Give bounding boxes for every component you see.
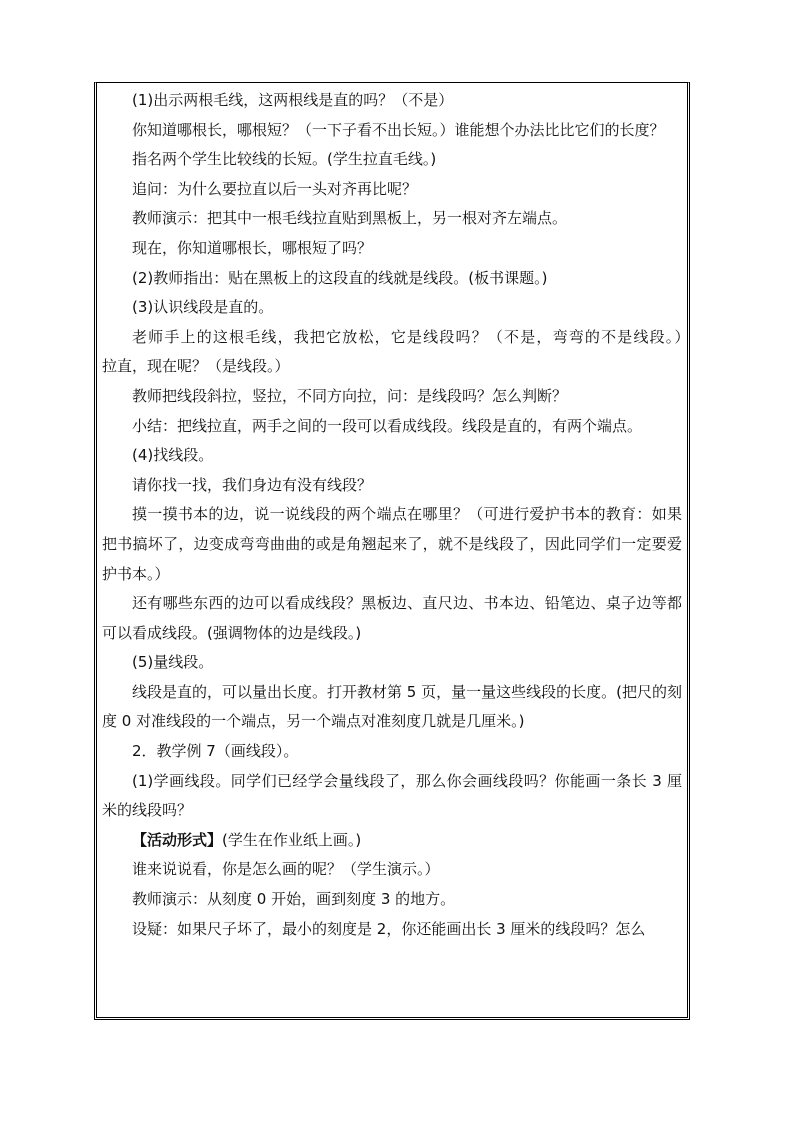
paragraph: 小结：把线拉直，两手之间的一段可以看成线段。线段是直的，有两个端点。: [132, 416, 643, 435]
paragraph: (1)学画线段。同学们已经学会量线段了，那么你会画线段吗？你能画一条长 3 厘米的线段吗？: [102, 771, 682, 820]
paragraph: 还有哪些东西的边可以看成线段？黑板边、直尺边、书本边、铅笔边、桌子边等都可以看成线段。(强调物体的边是线段。): [102, 594, 682, 642]
paragraph: 现在，你知道哪根长，哪根短了吗？: [132, 238, 373, 257]
paragraph: 教师演示：从刻度 0 开始，画到刻度 3 的地方。: [132, 890, 456, 909]
activity-label: 【活动形式】: [132, 830, 223, 849]
paragraph: 追问：为什么要拉直以后一头对齐再比呢？: [132, 179, 418, 198]
activity-text: (学生在作业纸上画。): [222, 830, 362, 849]
paragraph: 教师演示：把其中一根毛线拉直贴到黑板上，另一根对齐左端点。: [132, 209, 568, 228]
paragraph: (4)找线段。: [132, 446, 214, 465]
paragraph: 教师把线段斜拉，竖拉，不同方向拉，问：是线段吗？怎么判断？: [132, 386, 568, 405]
paragraph: 谁来说说看，你是怎么画的呢？（学生演示。）: [132, 860, 440, 879]
paragraph: 设疑：如果尺子坏了，最小的刻度是 2，你还能画出长 3 厘米的线段吗？怎么: [132, 919, 646, 938]
paragraph: (2)教师指出：贴在黑板上的这段直的线就是线段。(板书课题。): [132, 268, 548, 287]
paragraph: 老师手上的这根毛线，我把它放松，它是线段吗？（不是，弯弯的不是线段。） 拉直，现在呢？（是线段。）: [102, 327, 713, 376]
paragraph: 2．教学例 7（画线段）。: [132, 742, 299, 761]
paragraph: (5)量线段。: [132, 653, 214, 672]
paragraph: (3)认识线段是直的。: [132, 298, 274, 317]
lesson-content: [102, 86, 713, 944]
paragraph: 请你找一找，我们身边有没有线段？: [132, 475, 373, 494]
paragraph: 你知道哪根长，哪根短？（一下子看不出长短。）谁能想个办法比比它们的长度？: [132, 120, 665, 139]
paragraph: 指名两个学生比较线的长短。(学生拉直毛线。): [132, 150, 437, 169]
activity-paragraph: [102, 826, 682, 856]
paragraph: 线段是直的，可以量出长度。打开教材第 5 页，量一量这些线段的长度。(把尺的刻度 0 对准线段的一个端点，另一个端点对准刻度几就是几厘米。): [102, 682, 682, 731]
paragraph: 摸一摸书本的边，说一说线段的两个端点在哪里？（可进行爱护书本的教育：如果把书搞坏了，边变成弯弯曲曲的或是角翘起来了，就不是线段了，因此同学们一定要爱护书本。）: [102, 505, 682, 583]
paragraph: (1)出示两根毛线，这两根线是直的吗？（不是）: [132, 91, 454, 109]
